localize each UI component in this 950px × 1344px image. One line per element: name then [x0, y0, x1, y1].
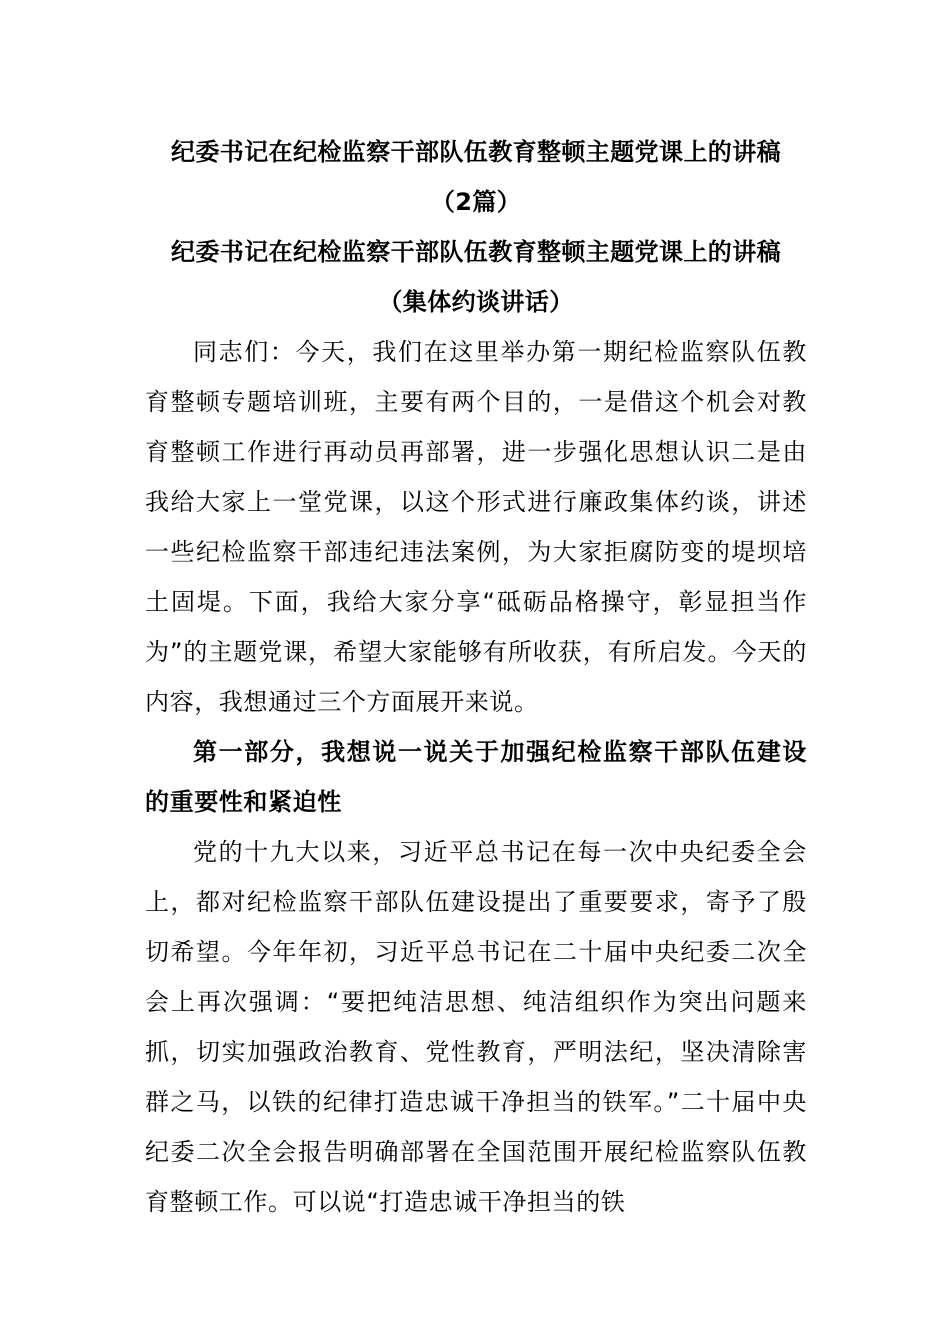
paragraph-opening: 同志们：今天，我们在这里举办第一期纪检监察队伍教育整顿专题培训班，主要有两个目的，一是借这个机会对教育整顿工作进行再动员再部署，进一步强化思想认识二是由我给大家上一堂党课，以这个形式进行廉政集体约谈，讲述一些纪检监察干部违纪违法案例，为大家拒腐防变的堤坝培土固堤。下面，我给大家分享“砥砺品格操守，彰显担当作为”的主题党课，希望大家能够有所收获，有所启发。今天的内容，我想通过三个方面展开来说。 — [145, 338, 807, 716]
document-title — [145, 127, 807, 227]
subtitle-main: 纪委书记在纪检监察干部队伍教育整顿主题党课上的讲稿 — [171, 238, 781, 266]
document-body — [145, 127, 807, 1227]
section-heading-part-one: 第一部分，我想说一说关于加强纪检监察干部队伍建设的重要性和紧迫性 — [145, 738, 807, 816]
subtitle-note: （集体约谈讲话） — [378, 288, 574, 316]
title-main: 纪委书记在纪检监察干部队伍教育整顿主题党课上的讲稿 — [171, 138, 781, 166]
document-subtitle — [145, 227, 807, 327]
title-count: （2篇） — [430, 188, 522, 216]
paragraph-part-one-body: 党的十九大以来，习近平总书记在每一次中央纪委全会上，都对纪检监察干部队伍建设提出了重要要求，寄予了殷切希望。今年年初，习近平总书记在二十届中央纪委二次全会上再次强调：“要把纯洁思想、纯洁组织作为突出问题来抓，切实加强政治教育、党性教育，严明法纪，坚决清除害群之马，以铁的纪律打造忠诚干净担当的铁军。”二十届中央纪委二次全会报告明确部署在全国范围开展纪检监察队伍教育整顿工作。可以说“打造忠诚干净担当的铁 — [145, 838, 807, 1216]
